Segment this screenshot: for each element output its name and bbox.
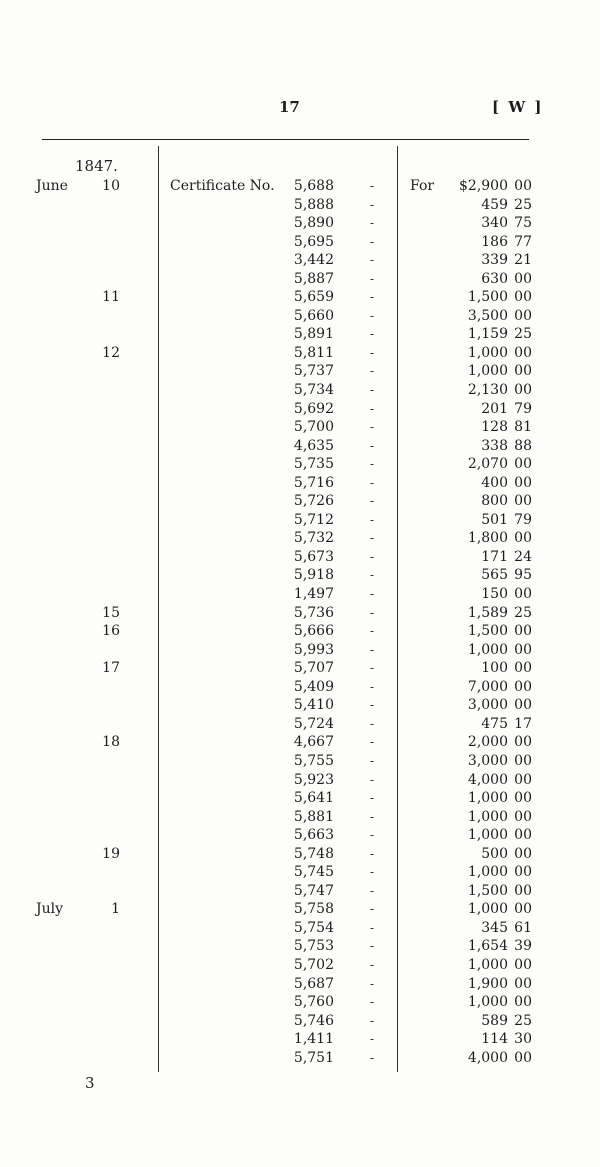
row-leader-dash: -	[370, 957, 375, 972]
ledger-row	[0, 307, 600, 326]
row-certificate-number: 1,497	[293, 586, 334, 603]
row-certificate-number: 3,442	[293, 252, 334, 269]
row-leader-dash: -	[370, 568, 375, 583]
row-certificate-number: 5,760	[293, 994, 334, 1011]
ledger-row	[0, 381, 600, 400]
row-certificate-number: 5,659	[293, 289, 334, 306]
row-leader-dash: -	[370, 939, 375, 954]
row-amount-cents: 00	[514, 808, 532, 825]
row-day: 10	[102, 178, 120, 194]
ledger-row	[0, 214, 600, 233]
row-amount-dollars: 400	[481, 474, 508, 491]
row-leader-dash: -	[370, 290, 375, 305]
ledger-row	[0, 733, 600, 752]
row-amount-cents: 00	[514, 456, 532, 473]
ledger-row	[0, 826, 600, 845]
row-amount-dollars: 1,000	[467, 956, 508, 973]
row-amount-cents: 00	[514, 994, 532, 1011]
row-amount-dollars: 1,900	[467, 975, 508, 992]
row-certificate-number: 5,695	[293, 233, 334, 250]
year-heading: 1847.	[75, 157, 118, 175]
row-amount-dollars: 150	[481, 586, 508, 603]
row-certificate-number: 5,735	[293, 456, 334, 473]
ledger-row	[0, 863, 600, 882]
row-amount-dollars: 4,000	[467, 771, 508, 788]
document-mark: [ W ]	[492, 98, 544, 116]
row-amount-dollars: 1,000	[467, 864, 508, 881]
row-amount-dollars: 565	[481, 567, 508, 584]
row-leader-dash: -	[370, 735, 375, 750]
row-certificate-number: 5,673	[293, 548, 334, 565]
row-day: 12	[102, 344, 120, 361]
row-amount-dollars: 114	[481, 1031, 508, 1048]
row-amount-dollars: 1,000	[467, 363, 508, 380]
row-month: July	[36, 901, 64, 918]
row-leader-dash: -	[370, 791, 375, 806]
row-amount-cents: 17	[514, 715, 532, 732]
row-amount-dollars: 500	[481, 845, 508, 862]
row-leader-dash: -	[370, 716, 375, 731]
ledger-row	[0, 288, 600, 307]
ledger-row	[0, 604, 600, 623]
ledger-row	[0, 696, 600, 715]
ledger-row	[0, 678, 600, 697]
row-amount-cents: 00	[514, 623, 532, 640]
row-certificate-number: 5,707	[293, 660, 334, 677]
row-certificate-number: 5,724	[293, 715, 334, 732]
row-amount-dollars: $2,900	[459, 178, 508, 194]
row-certificate-number: 5,692	[293, 400, 334, 417]
row-amount-dollars: 128	[481, 419, 508, 436]
row-leader-dash: -	[370, 271, 375, 286]
row-day: 11	[102, 289, 120, 306]
row-amount-dollars: 2,070	[467, 456, 508, 473]
row-certificate-number: 5,745	[293, 864, 334, 881]
row-amount-cents: 00	[514, 289, 532, 306]
row-amount-cents: 00	[514, 178, 532, 194]
row-certificate-number: 5,887	[293, 270, 334, 287]
row-day: 17	[102, 660, 120, 677]
ledger-row	[0, 956, 600, 975]
row-certificate-number: 5,753	[293, 938, 334, 955]
row-certificate-number: 5,702	[293, 956, 334, 973]
row-leader-dash: -	[370, 698, 375, 713]
page-number: 17	[279, 98, 300, 116]
row-certificate-number: 5,748	[293, 845, 334, 862]
row-certificate-number: 5,660	[293, 307, 334, 324]
row-amount-cents: 00	[514, 641, 532, 658]
ledger-row	[0, 993, 600, 1012]
row-amount-cents: 00	[514, 344, 532, 361]
ledger-row	[0, 177, 600, 196]
row-certificate-number: 5,410	[293, 697, 334, 714]
row-certificate-number: 5,641	[293, 790, 334, 807]
row-certificate-number: 5,890	[293, 215, 334, 232]
row-leader-dash: -	[370, 420, 375, 435]
row-amount-cents: 21	[514, 252, 532, 269]
row-amount-cents: 00	[514, 678, 532, 695]
row-leader-dash: -	[370, 753, 375, 768]
row-leader-dash: -	[370, 308, 375, 323]
row-certificate-number: 5,726	[293, 493, 334, 510]
row-leader-dash: -	[370, 253, 375, 268]
row-leader-dash: -	[370, 679, 375, 694]
row-amount-cents: 00	[514, 734, 532, 751]
row-leader-dash: -	[370, 865, 375, 880]
row-amount-dollars: 800	[481, 493, 508, 510]
row-certificate-number: 1,411	[293, 1031, 334, 1048]
row-amount-dollars: 1,159	[467, 326, 508, 343]
row-leader-dash: -	[370, 809, 375, 824]
row-amount-dollars: 186	[481, 233, 508, 250]
row-day: 1	[111, 901, 120, 918]
ledger-row	[0, 566, 600, 585]
row-amount-dollars: 2,000	[467, 734, 508, 751]
row-leader-dash: -	[370, 327, 375, 342]
row-amount-cents: 25	[514, 604, 532, 621]
ledger-row	[0, 418, 600, 437]
row-amount-dollars: 501	[481, 511, 508, 528]
row-amount-cents: 00	[514, 307, 532, 324]
row-certificate-number: 4,635	[293, 437, 334, 454]
certificate-ledger	[0, 177, 600, 1067]
row-amount-dollars: 1,589	[467, 604, 508, 621]
row-leader-dash: -	[370, 401, 375, 416]
row-amount-cents: 00	[514, 975, 532, 992]
row-leader-dash: -	[370, 345, 375, 360]
row-certificate-label: Certificate No.	[170, 178, 275, 194]
row-amount-cents: 00	[514, 956, 532, 973]
ledger-row	[0, 529, 600, 548]
row-leader-dash: -	[370, 512, 375, 527]
ledger-row	[0, 789, 600, 808]
row-amount-dollars: 171	[481, 548, 508, 565]
ledger-row	[0, 251, 600, 270]
row-amount-dollars: 589	[481, 1012, 508, 1029]
row-leader-dash: -	[370, 920, 375, 935]
row-amount-cents: 88	[514, 437, 532, 454]
row-amount-cents: 79	[514, 511, 532, 528]
row-certificate-number: 5,687	[293, 975, 334, 992]
row-amount-dollars: 4,000	[467, 1049, 508, 1066]
row-amount-cents: 00	[514, 882, 532, 899]
ledger-row	[0, 622, 600, 641]
ledger-row	[0, 455, 600, 474]
row-amount-dollars: 1,800	[467, 530, 508, 547]
ledger-row	[0, 641, 600, 660]
row-day: 18	[102, 734, 120, 751]
row-amount-cents: 75	[514, 215, 532, 232]
row-certificate-number: 5,666	[293, 623, 334, 640]
row-amount-dollars: 1,000	[467, 901, 508, 918]
row-amount-cents: 25	[514, 326, 532, 343]
row-amount-dollars: 1,500	[467, 623, 508, 640]
row-leader-dash: -	[370, 1013, 375, 1028]
row-certificate-number: 5,993	[293, 641, 334, 658]
row-amount-cents: 39	[514, 938, 532, 955]
row-leader-dash: -	[370, 883, 375, 898]
row-leader-dash: -	[370, 364, 375, 379]
row-amount-dollars: 338	[481, 437, 508, 454]
row-amount-cents: 00	[514, 697, 532, 714]
ledger-row	[0, 937, 600, 956]
row-for-label: For	[410, 178, 435, 194]
ledger-row	[0, 715, 600, 734]
row-certificate-number: 5,751	[293, 1049, 334, 1066]
row-amount-dollars: 3,000	[467, 697, 508, 714]
ledger-row	[0, 548, 600, 567]
row-amount-cents: 30	[514, 1031, 532, 1048]
row-amount-cents: 00	[514, 864, 532, 881]
ledger-row	[0, 659, 600, 678]
row-leader-dash: -	[370, 995, 375, 1010]
row-certificate-number: 5,663	[293, 827, 334, 844]
ledger-row	[0, 233, 600, 252]
row-amount-dollars: 2,130	[467, 382, 508, 399]
row-certificate-number: 5,918	[293, 567, 334, 584]
row-leader-dash: -	[370, 531, 375, 546]
row-leader-dash: -	[370, 234, 375, 249]
row-amount-cents: 00	[514, 493, 532, 510]
ledger-row	[0, 1030, 600, 1049]
row-certificate-number: 4,667	[293, 734, 334, 751]
row-leader-dash: -	[370, 457, 375, 472]
row-leader-dash: -	[370, 438, 375, 453]
row-amount-dollars: 630	[481, 270, 508, 287]
row-amount-dollars: 1,654	[467, 938, 508, 955]
row-amount-dollars: 3,000	[467, 752, 508, 769]
ledger-row	[0, 362, 600, 381]
row-leader-dash: -	[370, 197, 375, 212]
row-amount-dollars: 339	[481, 252, 508, 269]
ledger-row	[0, 474, 600, 493]
row-amount-cents: 61	[514, 919, 532, 936]
row-amount-dollars: 1,000	[467, 641, 508, 658]
row-leader-dash: -	[370, 642, 375, 657]
row-certificate-number: 5,737	[293, 363, 334, 380]
row-certificate-number: 5,734	[293, 382, 334, 399]
ledger-row	[0, 400, 600, 419]
row-leader-dash: -	[370, 624, 375, 639]
row-amount-cents: 77	[514, 233, 532, 250]
row-amount-cents: 00	[514, 1049, 532, 1066]
row-leader-dash: -	[370, 902, 375, 917]
row-certificate-number: 5,811	[293, 344, 334, 361]
row-leader-dash: -	[370, 605, 375, 620]
ledger-row	[0, 1049, 600, 1068]
row-certificate-number: 5,888	[293, 196, 334, 213]
row-amount-dollars: 1,000	[467, 994, 508, 1011]
row-amount-dollars: 1,500	[467, 289, 508, 306]
ledger-row	[0, 771, 600, 790]
row-leader-dash: -	[370, 216, 375, 231]
row-amount-cents: 00	[514, 660, 532, 677]
row-certificate-number: 5,754	[293, 919, 334, 936]
row-leader-dash: -	[370, 976, 375, 991]
row-amount-dollars: 3,500	[467, 307, 508, 324]
row-amount-dollars: 340	[481, 215, 508, 232]
row-certificate-number: 5,891	[293, 326, 334, 343]
ledger-row	[0, 511, 600, 530]
row-amount-cents: 25	[514, 1012, 532, 1029]
row-leader-dash: -	[370, 661, 375, 676]
row-leader-dash: -	[370, 549, 375, 564]
signature-mark: 3	[85, 1074, 95, 1092]
row-leader-dash: -	[370, 383, 375, 398]
row-amount-cents: 00	[514, 752, 532, 769]
row-amount-cents: 00	[514, 586, 532, 603]
row-leader-dash: -	[370, 828, 375, 843]
row-leader-dash: -	[370, 494, 375, 509]
ledger-row	[0, 344, 600, 363]
row-amount-dollars: 201	[481, 400, 508, 417]
ledger-row	[0, 1012, 600, 1031]
row-leader-dash: -	[370, 475, 375, 490]
row-amount-cents: 00	[514, 382, 532, 399]
row-certificate-number: 5,732	[293, 530, 334, 547]
ledger-row	[0, 437, 600, 456]
row-amount-cents: 25	[514, 196, 532, 213]
row-certificate-number: 5,409	[293, 678, 334, 695]
ledger-row	[0, 882, 600, 901]
row-certificate-number: 5,688	[293, 178, 334, 194]
row-amount-cents: 24	[514, 548, 532, 565]
ledger-row	[0, 752, 600, 771]
ledger-row	[0, 808, 600, 827]
row-leader-dash: -	[370, 587, 375, 602]
ledger-row	[0, 919, 600, 938]
row-day: 19	[102, 845, 120, 862]
row-certificate-number: 5,700	[293, 419, 334, 436]
row-day: 15	[102, 604, 120, 621]
row-certificate-number: 5,755	[293, 752, 334, 769]
row-amount-dollars: 345	[481, 919, 508, 936]
row-amount-cents: 00	[514, 901, 532, 918]
row-amount-dollars: 1,000	[467, 808, 508, 825]
row-certificate-number: 5,881	[293, 808, 334, 825]
row-amount-dollars: 100	[481, 660, 508, 677]
row-amount-dollars: 1,000	[467, 344, 508, 361]
row-certificate-number: 5,716	[293, 474, 334, 491]
row-leader-dash: -	[370, 1032, 375, 1047]
ledger-row	[0, 196, 600, 215]
ledger-row	[0, 325, 600, 344]
row-month: June	[36, 178, 68, 194]
row-leader-dash: -	[370, 1050, 375, 1065]
row-certificate-number: 5,747	[293, 882, 334, 899]
row-leader-dash: -	[370, 179, 375, 193]
ledger-row	[0, 270, 600, 289]
row-amount-cents: 95	[514, 567, 532, 584]
row-amount-cents: 79	[514, 400, 532, 417]
row-amount-cents: 00	[514, 474, 532, 491]
row-certificate-number: 5,712	[293, 511, 334, 528]
row-amount-cents: 00	[514, 270, 532, 287]
row-amount-dollars: 1,000	[467, 827, 508, 844]
row-amount-dollars: 459	[481, 196, 508, 213]
row-leader-dash: -	[370, 772, 375, 787]
row-certificate-number: 5,923	[293, 771, 334, 788]
row-amount-cents: 00	[514, 827, 532, 844]
row-amount-cents: 00	[514, 771, 532, 788]
ledger-row	[0, 975, 600, 994]
ledger-row	[0, 845, 600, 864]
row-certificate-number: 5,758	[293, 901, 334, 918]
ledger-row	[0, 492, 600, 511]
row-certificate-number: 5,736	[293, 604, 334, 621]
header-rule	[42, 139, 529, 140]
row-amount-cents: 00	[514, 790, 532, 807]
ledger-row	[0, 585, 600, 604]
row-amount-dollars: 1,000	[467, 790, 508, 807]
row-leader-dash: -	[370, 846, 375, 861]
row-amount-cents: 00	[514, 363, 532, 380]
row-certificate-number: 5,746	[293, 1012, 334, 1029]
row-amount-cents: 00	[514, 845, 532, 862]
ledger-row	[0, 900, 600, 919]
row-amount-cents: 00	[514, 530, 532, 547]
row-amount-dollars: 1,500	[467, 882, 508, 899]
row-day: 16	[102, 623, 120, 640]
row-amount-dollars: 475	[481, 715, 508, 732]
row-amount-cents: 81	[514, 419, 532, 436]
row-amount-dollars: 7,000	[467, 678, 508, 695]
